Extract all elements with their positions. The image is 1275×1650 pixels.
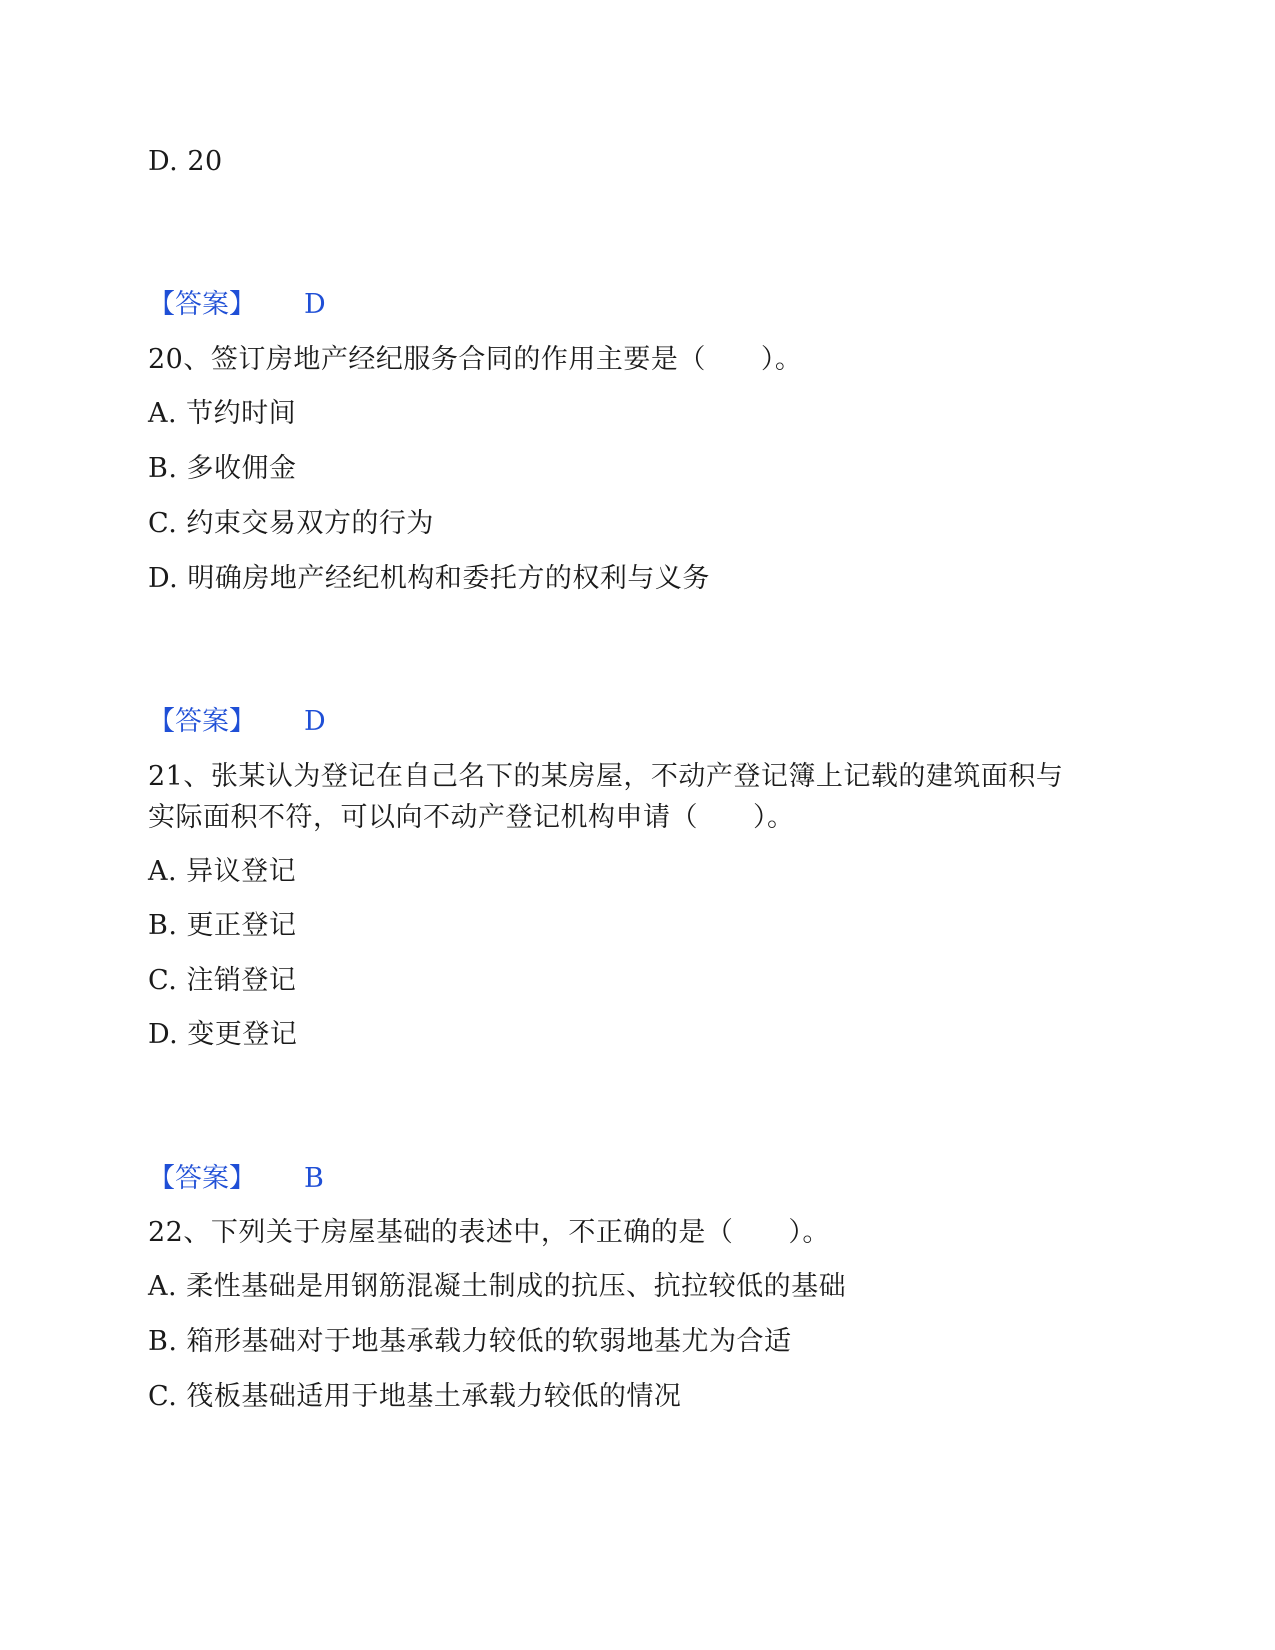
option-a: A. 柔性基础是用钢筋混凝土制成的抗压、抗拉较低的基础 [148, 1271, 847, 1302]
option-a: A. 节约时间 [148, 398, 297, 429]
option-b: B. 更正登记 [148, 910, 297, 941]
option-d: D. 20 [148, 146, 223, 177]
answer-value: D [304, 706, 326, 737]
option-b: B. 箱形基础对于地基承载力较低的软弱地基尤为合适 [148, 1326, 792, 1357]
option-d: D. 明确房地产经纪机构和委托方的权利与义务 [148, 563, 710, 594]
answer-label: 【答案】 [148, 1163, 256, 1194]
option-d: D. 变更登记 [148, 1019, 298, 1050]
option-c: C. 约束交易双方的行为 [148, 508, 434, 539]
question-stem-line-2: 实际面积不符，可以向不动产登记机构申请（ ）。 [148, 802, 795, 833]
option-c: C. 注销登记 [148, 965, 297, 996]
option-c: C. 筏板基础适用于地基土承载力较低的情况 [148, 1381, 682, 1412]
answer-value: D [304, 289, 326, 320]
answer-line [148, 288, 326, 322]
answer-line [148, 705, 326, 739]
answer-label: 【答案】 [148, 289, 256, 320]
answer-label: 【答案】 [148, 706, 256, 737]
question-stem: 22、下列关于房屋基础的表述中，不正确的是（ ）。 [148, 1217, 830, 1248]
option-b: B. 多收佣金 [148, 453, 297, 484]
option-a: A. 异议登记 [148, 856, 297, 887]
answer-line [148, 1162, 324, 1196]
answer-value: B [304, 1163, 324, 1194]
question-stem-line-1: 21、张某认为登记在自己名下的某房屋，不动产登记簿上记载的建筑面积与 [148, 761, 1064, 792]
question-stem: 20、签订房地产经纪服务合同的作用主要是（ ）。 [148, 344, 803, 375]
